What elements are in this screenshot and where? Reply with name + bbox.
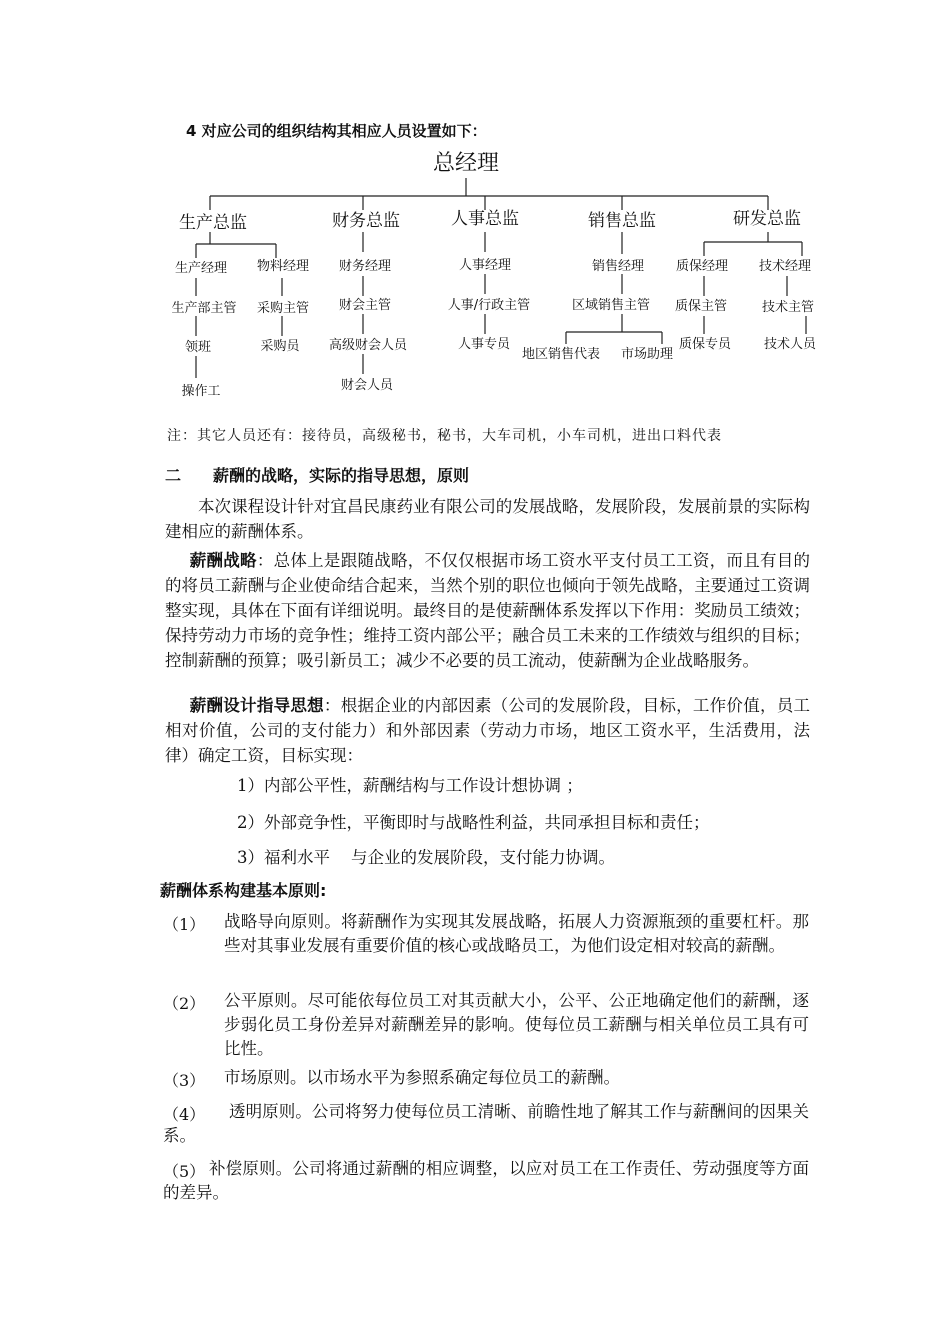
org-chart bbox=[0, 0, 950, 420]
org-node: 技术人员 bbox=[763, 337, 817, 352]
principle-text: 战略导向原则。将薪酬作为实现其发展战略，拓展人力资源瓶颈的重要杠杆。那些对其事业发展有重要价值的核心或战略员工，为他们设定相对较高的薪酬。 bbox=[224, 912, 809, 955]
org-node: 采购员 bbox=[260, 339, 300, 354]
org-director-finance: 财务总监 bbox=[332, 211, 400, 231]
org-node: 质保专员 bbox=[678, 337, 732, 352]
principle-text: 公平原则。尽可能依每位员工对其贡献大小，公平、公正地确定他们的薪酬，逐步弱化员工身份差异对薪酬差异的影响。使每位员工薪酬与相关单位员工具有可比性。 bbox=[224, 991, 809, 1058]
goal-item: 2）外部竞争性，平衡即时与战略性利益，共同承担目标和责任； bbox=[237, 813, 710, 832]
org-node: 生产部主管 bbox=[171, 301, 237, 316]
staff-note: 注：其它人员还有：接待员，高级秘书，秘书，大车司机，小车司机，进出口料代表 bbox=[167, 428, 722, 444]
principle-number: （2） bbox=[163, 994, 206, 1013]
org-node: 生产经理 bbox=[174, 261, 228, 276]
principle-number: （1） bbox=[163, 915, 206, 934]
org-node: 地区销售代表 bbox=[521, 347, 601, 362]
org-node: 销售经理 bbox=[591, 259, 645, 274]
org-node: 区域销售主管 bbox=[571, 298, 651, 313]
principle-number: （3） bbox=[163, 1071, 206, 1090]
intro-text: 本次课程设计针对宜昌民康药业有限公司的发展战略，发展阶段，发展前景的实际构建相应的薪酬体系。 bbox=[165, 497, 810, 541]
org-node: 人事经理 bbox=[458, 258, 512, 273]
guide-paragraph bbox=[165, 693, 810, 768]
org-root: 总经理 bbox=[432, 151, 500, 176]
guide-text: ：根据企业的内部因素（公司的发展阶段，目标，工作价值，员工相对价值，公司的支付能力）和外部因素（劳动力市场，地区工资水平，生活费用，法律）确定工资，目标实现： bbox=[165, 696, 811, 765]
org-director-rnd: 研发总监 bbox=[733, 209, 801, 229]
org-node: 采购主管 bbox=[256, 301, 310, 316]
org-node: 人事专员 bbox=[457, 337, 511, 352]
org-node: 财务经理 bbox=[338, 259, 392, 274]
org-node: 技术经理 bbox=[758, 259, 812, 274]
section-title-text: 薪酬的战略，实际的指导思想，原则 bbox=[213, 466, 470, 485]
principles-title: 薪酬体系构建基本原则: bbox=[160, 881, 327, 900]
org-director-hr: 人事总监 bbox=[451, 209, 519, 229]
principle-text: 市场原则。以市场水平为参照系确定每位员工的薪酬。 bbox=[224, 1068, 620, 1087]
org-node: 市场助理 bbox=[620, 347, 674, 362]
page-heading: 4 对应公司的组织结构其相应人员设置如下： bbox=[186, 122, 487, 140]
intro-paragraph bbox=[165, 494, 810, 544]
goal-item: 3）福利水平 与企业的发展阶段，支付能力协调。 bbox=[237, 848, 615, 867]
principle-text: 补偿原则。公司将通过薪酬的相应调整，以应对员工在工作责任、劳动强度等方面的差异。 bbox=[163, 1159, 809, 1202]
principle-text: 透明原则。公司将努力使每位员工清晰、前瞻性地了解其工作与薪酬间的因果关系。 bbox=[163, 1102, 809, 1145]
org-node: 人事/行政主管 bbox=[447, 298, 531, 313]
section-number: 二 bbox=[165, 466, 182, 485]
strategy-text: ：总体上是跟随战略，不仅仅根据市场工资水平支付员工工资，而且有目的的将员工薪酬与企业使命结合起来，当然个别的职位也倾向于领先战略，主要通过工资调整实现，具体在下面有详细说明。最终目的是使薪酬体系发挥以下作用：奖励员工绩效；保持劳动力市场的竞争性；维持工资内部公平；融合员工未来的工作绩效与组织的目标；控制薪酬的预算；吸引新员工；减少不必要的员工流动，使薪酬为企业战略服务。 bbox=[165, 551, 811, 670]
org-node: 高级财会人员 bbox=[328, 338, 408, 353]
org-node: 质保经理 bbox=[675, 259, 729, 274]
guide-label: 薪酬设计指导思想 bbox=[189, 696, 324, 715]
principle-number: （4） bbox=[163, 1105, 206, 1124]
org-node: 财会主管 bbox=[338, 298, 392, 313]
org-node: 质保主管 bbox=[674, 299, 728, 314]
org-director-production: 生产总监 bbox=[179, 213, 247, 233]
org-node: 财会人员 bbox=[340, 378, 394, 393]
strategy-paragraph bbox=[165, 548, 810, 673]
goal-item: 1）内部公平性，薪酬结构与工作设计想协调 ； bbox=[237, 776, 583, 795]
strategy-label: 薪酬战略 bbox=[189, 551, 257, 570]
org-node: 领班 bbox=[184, 340, 212, 355]
org-node: 物料经理 bbox=[256, 259, 310, 274]
org-node: 技术主管 bbox=[761, 300, 815, 315]
org-director-sales: 销售总监 bbox=[588, 211, 656, 231]
principle-number: （5） bbox=[163, 1162, 206, 1181]
org-node: 操作工 bbox=[181, 384, 221, 399]
section-title bbox=[165, 463, 469, 486]
